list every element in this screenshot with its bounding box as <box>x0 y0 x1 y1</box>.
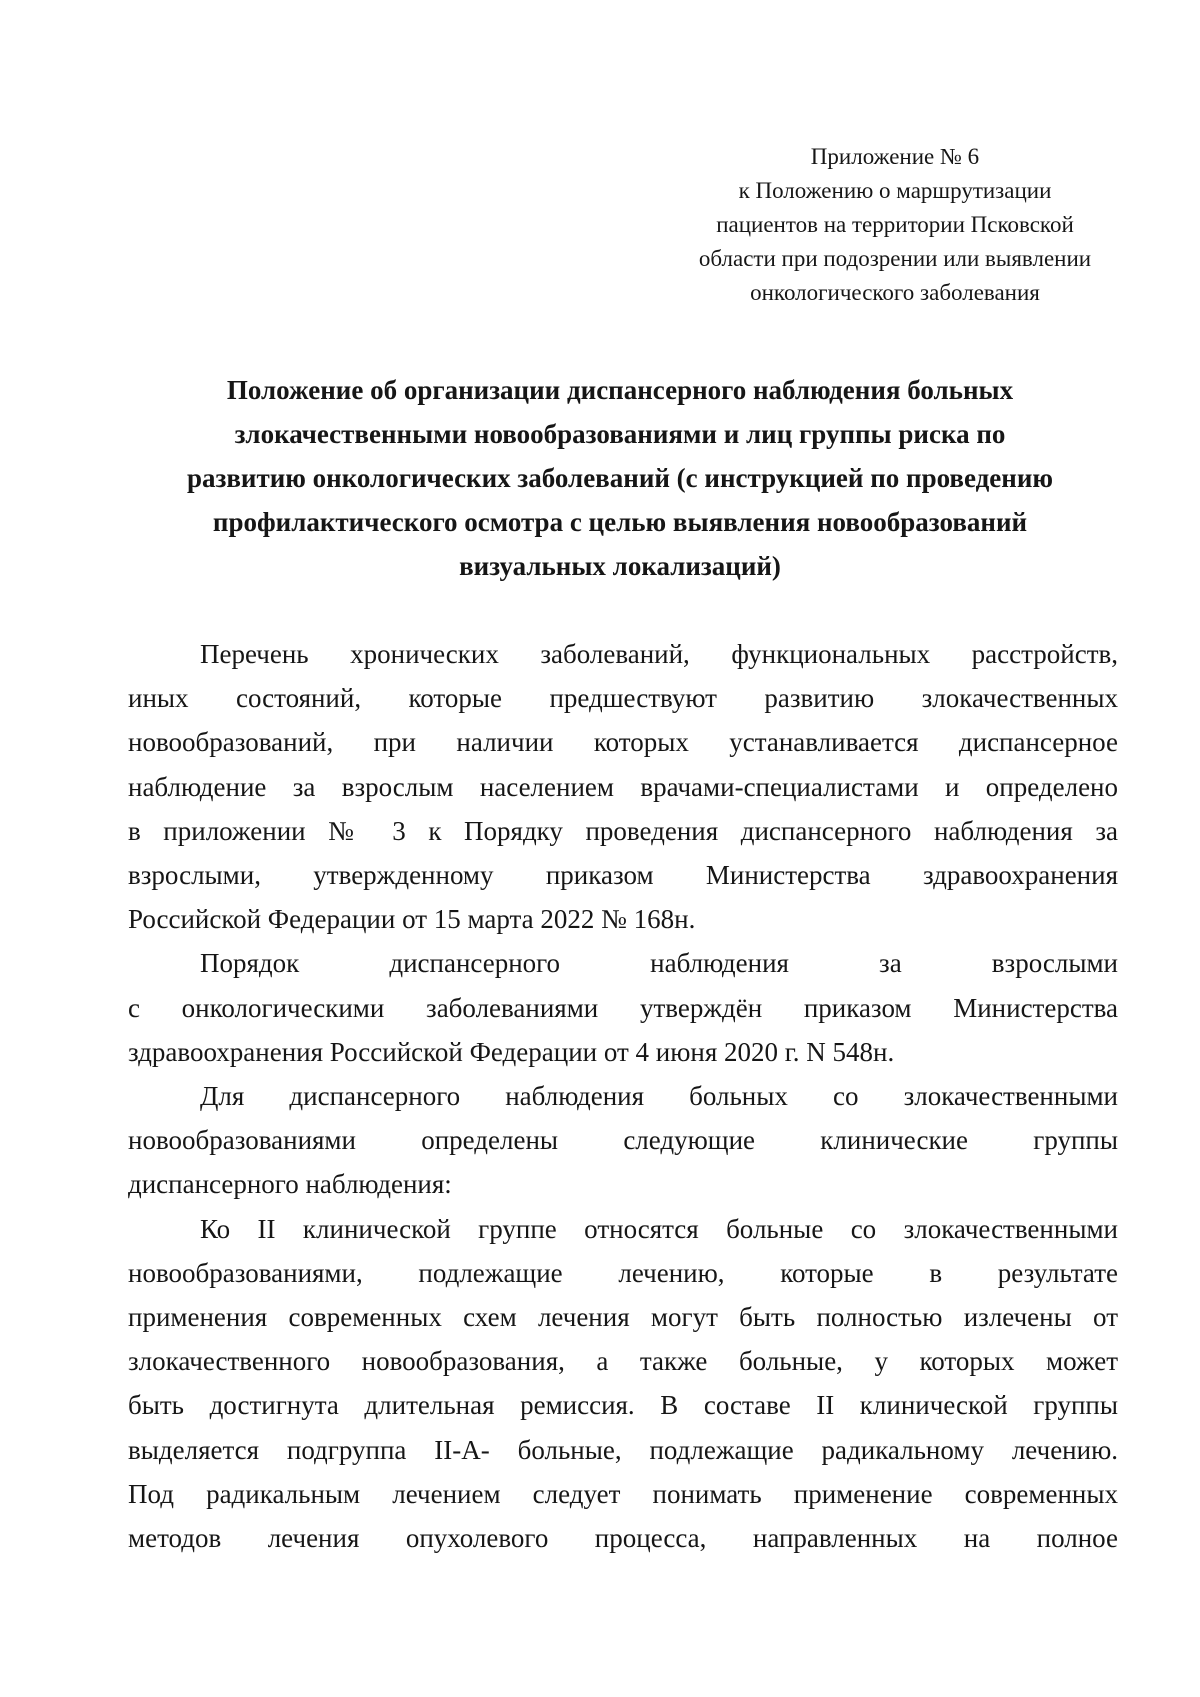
title-line: визуальных локализаций) <box>459 551 781 581</box>
paragraph-line: злокачественного новообразования, а также больные, у которых может <box>128 1346 1118 1377</box>
paragraph-line: Для диспансерного наблюдения больных со злокачественными <box>200 1081 1118 1112</box>
paragraph-line: Ко II клинической группе относятся больные со злокачественными <box>200 1213 1118 1244</box>
paragraph-line: новообразований, при наличии которых устанавливается диспансерное <box>128 727 1118 758</box>
paragraph-line: применения современных схем лечения могут быть полностью излечены от <box>128 1302 1118 1333</box>
paragraph-line: здравоохранения Российской Федерации от 4 июня 2020 г. N 548н. <box>128 1036 895 1067</box>
paragraph-line: иных состояний, которые предшествуют развитию злокачественных <box>128 683 1118 714</box>
paragraph-line: Перечень хронических заболеваний, функциональных расстройств, <box>200 639 1118 669</box>
paragraph-line: с онкологическими заболеваниями утверждён приказом Министерства <box>128 992 1118 1023</box>
document-title <box>120 368 1120 588</box>
paragraph-line: в приложении № 3 к Порядку проведения диспансерного наблюдения за <box>128 815 1118 846</box>
appendix-line: онкологического заболевания <box>750 280 1040 305</box>
paragraph-line: диспансерного наблюдения: <box>128 1169 452 1200</box>
paragraph-line: быть достигнута длительная ремиссия. В составе II клинической группы <box>128 1390 1118 1421</box>
title-line: профилактического осмотра с целью выявления новообразований <box>212 507 1028 537</box>
appendix-line: Приложение № 6 <box>810 144 980 169</box>
paragraph-line: наблюдение за взрослым населением врачами-специалистами и определено <box>128 771 1118 802</box>
paragraph-line: новообразованиями определены следующие клинические группы <box>128 1125 1118 1156</box>
paragraph-procedure <box>128 941 1118 1074</box>
paragraph-line: методов лечения опухолевого процесса, направленных на полное <box>128 1523 1118 1554</box>
paragraph-line: выделяется подгруппа II-А- больные, подлежащие радикальному лечению. <box>128 1434 1118 1465</box>
document-body <box>128 632 1118 1560</box>
paragraph-line: Российской Федерации от 15 марта 2022 № 168н. <box>128 904 696 935</box>
paragraph-line: новообразованиями, подлежащие лечению, которые в результате <box>128 1257 1118 1288</box>
appendix-header <box>660 140 1130 310</box>
paragraph-line: Порядок диспансерного наблюдения за взрослыми <box>200 948 1118 979</box>
appendix-line: пациентов на территории Псковской <box>716 212 1074 237</box>
paragraph-line: Под радикальным лечением следует понимать применение современных <box>128 1478 1118 1509</box>
paragraph-clinical-groups <box>128 1074 1118 1207</box>
title-line: злокачественными новообразованиями и лиц группы риска по <box>234 419 1006 449</box>
appendix-line: области при подозрении или выявлении <box>698 246 1092 271</box>
paragraph-group-ii <box>128 1207 1118 1561</box>
title-line: Положение об организации диспансерного наблюдения больных <box>226 375 1014 405</box>
paragraph-chronic-diseases <box>128 632 1118 941</box>
appendix-line: к Положению о маршрутизации <box>738 178 1052 203</box>
title-line: развитию онкологических заболеваний (с инструкцией по проведению <box>186 463 1054 493</box>
paragraph-line: взрослыми, утвержденному приказом Министерства здравоохранения <box>128 860 1118 891</box>
